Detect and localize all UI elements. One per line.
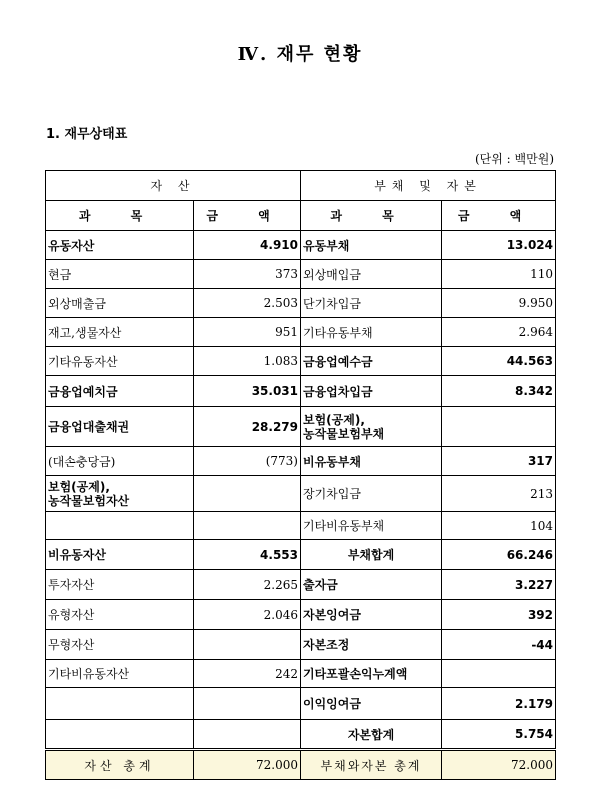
current-assets-value: 4.910 (194, 231, 301, 260)
long-term-borrowings-value: 213 (442, 476, 556, 512)
assets-amount-header: 금 액 (194, 201, 301, 231)
retained-earnings-value: 2.179 (442, 688, 556, 720)
financial-deposits-received-label: 금융업예수금 (301, 347, 442, 376)
investment-assets-label: 투자자산 (46, 570, 194, 600)
total-liabilities-label: 부채합계 (301, 540, 442, 570)
empty-cell (194, 688, 301, 720)
balance-sheet-table (45, 170, 556, 780)
non-current-assets-value: 4.553 (194, 540, 301, 570)
non-current-liabilities-value: 317 (442, 447, 556, 476)
cash-label: 현금 (46, 260, 194, 289)
insurance-liabilities-label: 보험(공제), 농작물보험부채 (301, 407, 442, 447)
accounts-payable-value: 110 (442, 260, 556, 289)
financial-loans-value: 28.279 (194, 407, 301, 447)
section-title: 1. 재무상태표 (46, 127, 128, 142)
liab-item-header: 과 목 (301, 201, 442, 231)
capital-stock-value: 3.227 (442, 570, 556, 600)
investment-assets-value: 2.265 (194, 570, 301, 600)
assets-item-header: 과 목 (46, 201, 194, 231)
total-assets-value: 72.000 (194, 750, 301, 780)
other-non-current-liabilities-label: 기타비유동부채 (301, 512, 442, 540)
loan-loss-allowance-value: (773) (194, 447, 301, 476)
empty-cell (46, 720, 194, 750)
short-term-borrowings-value: 9.950 (442, 289, 556, 318)
other-current-liabilities-value: 2.964 (442, 318, 556, 347)
aoci-label: 기타포괄손익누계액 (301, 660, 442, 688)
other-non-current-liabilities-value: 104 (442, 512, 556, 540)
insurance-liabilities-value (442, 407, 556, 447)
page-title: Ⅳ. 재무 현황 (237, 44, 363, 65)
empty-cell (194, 720, 301, 750)
accounts-receivable-label: 외상매출금 (46, 289, 194, 318)
total-equity-value: 5.754 (442, 720, 556, 750)
capital-stock-label: 출자금 (301, 570, 442, 600)
financial-deposits-value: 35.031 (194, 376, 301, 407)
accounts-payable-label: 외상매입금 (301, 260, 442, 289)
empty-cell (46, 512, 194, 540)
accounts-receivable-value: 2.503 (194, 289, 301, 318)
financial-deposits-received-value: 44.563 (442, 347, 556, 376)
financial-loans-label: 금융업대출채권 (46, 407, 194, 447)
other-current-assets-label: 기타유동자산 (46, 347, 194, 376)
insurance-assets-value (194, 476, 301, 512)
financial-borrowings-value: 8.342 (442, 376, 556, 407)
intangible-assets-value (194, 630, 301, 660)
current-assets-label: 유동자산 (46, 231, 194, 260)
capital-surplus-label: 자본잉여금 (301, 600, 442, 630)
other-non-current-assets-value: 242 (194, 660, 301, 688)
insurance-assets-label: 보험(공제), 농작물보험자산 (46, 476, 194, 512)
total-assets-label: 자산 총계 (46, 750, 194, 780)
empty-cell (46, 688, 194, 720)
unit-note: (단위 : 백만원) (475, 152, 554, 166)
loan-loss-allowance-label: (대손충당금) (46, 447, 194, 476)
inventory-value: 951 (194, 318, 301, 347)
total-liabilities-value: 66.246 (442, 540, 556, 570)
aoci-value (442, 660, 556, 688)
retained-earnings-label: 이익잉여금 (301, 688, 442, 720)
other-current-liabilities-label: 기타유동부채 (301, 318, 442, 347)
current-liabilities-value: 13.024 (442, 231, 556, 260)
tangible-assets-label: 유형자산 (46, 600, 194, 630)
tangible-assets-value: 2.046 (194, 600, 301, 630)
short-term-borrowings-label: 단기차입금 (301, 289, 442, 318)
total-equity-label: 자본합계 (301, 720, 442, 750)
long-term-borrowings-label: 장기차입금 (301, 476, 442, 512)
non-current-assets-label: 비유동자산 (46, 540, 194, 570)
other-current-assets-value: 1.083 (194, 347, 301, 376)
capital-adjustment-value: -44 (442, 630, 556, 660)
financial-deposits-label: 금융업예치금 (46, 376, 194, 407)
liabilities-equity-header: 부채 및 자본 (301, 171, 556, 201)
capital-adjustment-label: 자본조정 (301, 630, 442, 660)
empty-cell (194, 512, 301, 540)
inventory-label: 재고,생물자산 (46, 318, 194, 347)
capital-surplus-value: 392 (442, 600, 556, 630)
liab-amount-header: 금 액 (442, 201, 556, 231)
assets-header: 자 산 (46, 171, 301, 201)
total-liab-equity-label: 부채와자본 총계 (301, 750, 442, 780)
current-liabilities-label: 유동부채 (301, 231, 442, 260)
non-current-liabilities-label: 비유동부채 (301, 447, 442, 476)
cash-value: 373 (194, 260, 301, 289)
total-liab-equity-value: 72.000 (442, 750, 556, 780)
intangible-assets-label: 무형자산 (46, 630, 194, 660)
financial-borrowings-label: 금융업차입금 (301, 376, 442, 407)
other-non-current-assets-label: 기타비유동자산 (46, 660, 194, 688)
